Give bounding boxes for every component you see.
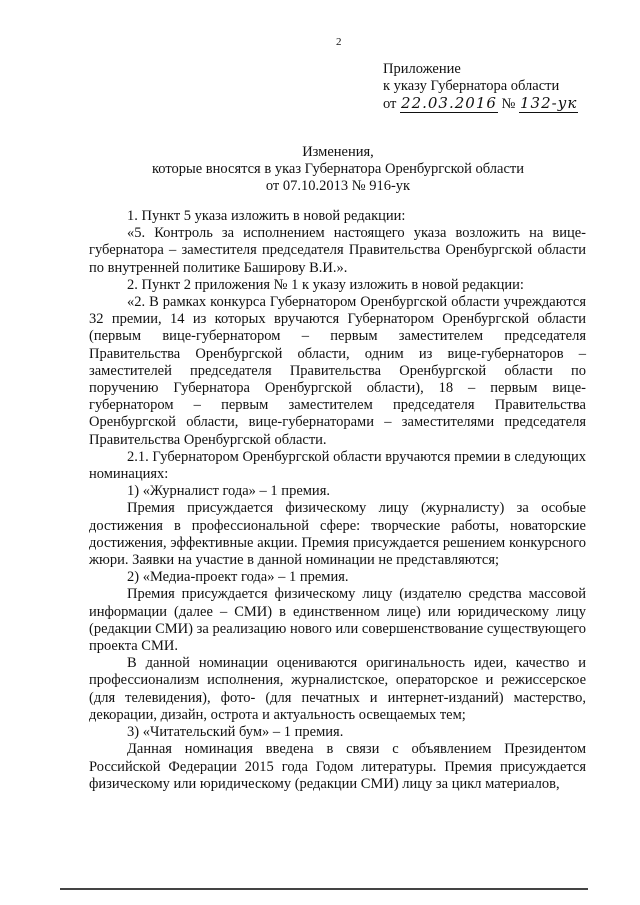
paragraph: «5. Контроль за исполнением настоящего указа возложить на вице-губернатора – заместителя председателя Правительства Оренбургской области по внутренней политике Баширову В.И.». [89, 225, 586, 276]
bottom-divider [60, 888, 588, 890]
title-line-3: от 07.10.2013 № 916-ук [265, 178, 411, 194]
appendix-label: Приложение [383, 61, 461, 77]
paragraph: Данная номинация введена в связи с объявлением Президентом Российской Федерации 2015 года Годом литературы. Премия присуждается физическому или юридическому (редакции СМИ) лицу за цикл материалов, [89, 741, 586, 792]
paragraph: 3) «Читательский бум» – 1 премия. [127, 724, 344, 741]
appendix-decree-reference: к указу Губернатора области [383, 78, 560, 94]
paragraph: Премия присуждается физическому лицу (издателю средства массовой информации (далее – СМИ) в единственном лице) или юридическому лицу (редакции СМИ) за реализацию нового или совершенствование существующего проекта СМИ. [89, 586, 586, 655]
appendix-header [383, 61, 578, 113]
title-line-1: Изменения, [302, 144, 374, 160]
paragraph: 2) «Медиа-проект года» – 1 премия. [127, 569, 349, 586]
handwritten-date: 22.03.2016 [401, 94, 497, 112]
paragraph: 1) «Журналист года» – 1 премия. [127, 483, 330, 500]
paragraph: 2. Пункт 2 приложения № 1 к указу изложить в новой редакции: [127, 276, 524, 293]
paragraph: «2. В рамках конкурса Губернатором Оренбургской области учреждаются 32 премии, 14 из которых вручаются Губернатором Оренбургской области (первым вице-губернатором – первым заместителем председателя Правительства Оренбургской области, одним из вице-губернаторов – заместителей председателя Правительства Оренбургской области по поручению Губернатора Оренбургской области), 18 – первым вице-губернатором – первым заместителем председателя Правительства Оренбургской области, вице-губернаторами – заместителями председателя Правительства Оренбургской области. [89, 294, 586, 448]
document-title [90, 144, 586, 195]
paragraph: 1. Пункт 5 указа изложить в новой редакции: [127, 208, 406, 224]
number-sign: № [501, 96, 516, 112]
handwritten-decree-number: 132-ук [520, 94, 578, 112]
date-prefix: от [383, 96, 397, 112]
title-line-2: которые вносятся в указ Губернатора Оренбургской области [151, 161, 525, 177]
paragraph: 2.1. Губернатором Оренбургской области вручаются премии в следующих номинациях: [89, 448, 586, 483]
appendix-date-line [383, 95, 578, 113]
paragraph: Премия присуждается физическому лицу (журналисту) за особые достижения в профессиональной сфере: творческие работы, новаторские достижения, эффективные акции. Премия присуждается решением конкурсного жюри. Заявки на участие в данной номинации не представляются; [89, 500, 586, 569]
page-number: 2 [336, 36, 342, 48]
paragraph: В данной номинации оцениваются оригинальность идеи, качество и профессионализм исполнения, журналистское, операторское и режиссерское (для телевидения), фото- (для печатных и интернет-изданий) мастерство, декорации, дизайн, острота и актуальность освещаемых тем; [89, 655, 586, 723]
document-body [89, 208, 586, 793]
